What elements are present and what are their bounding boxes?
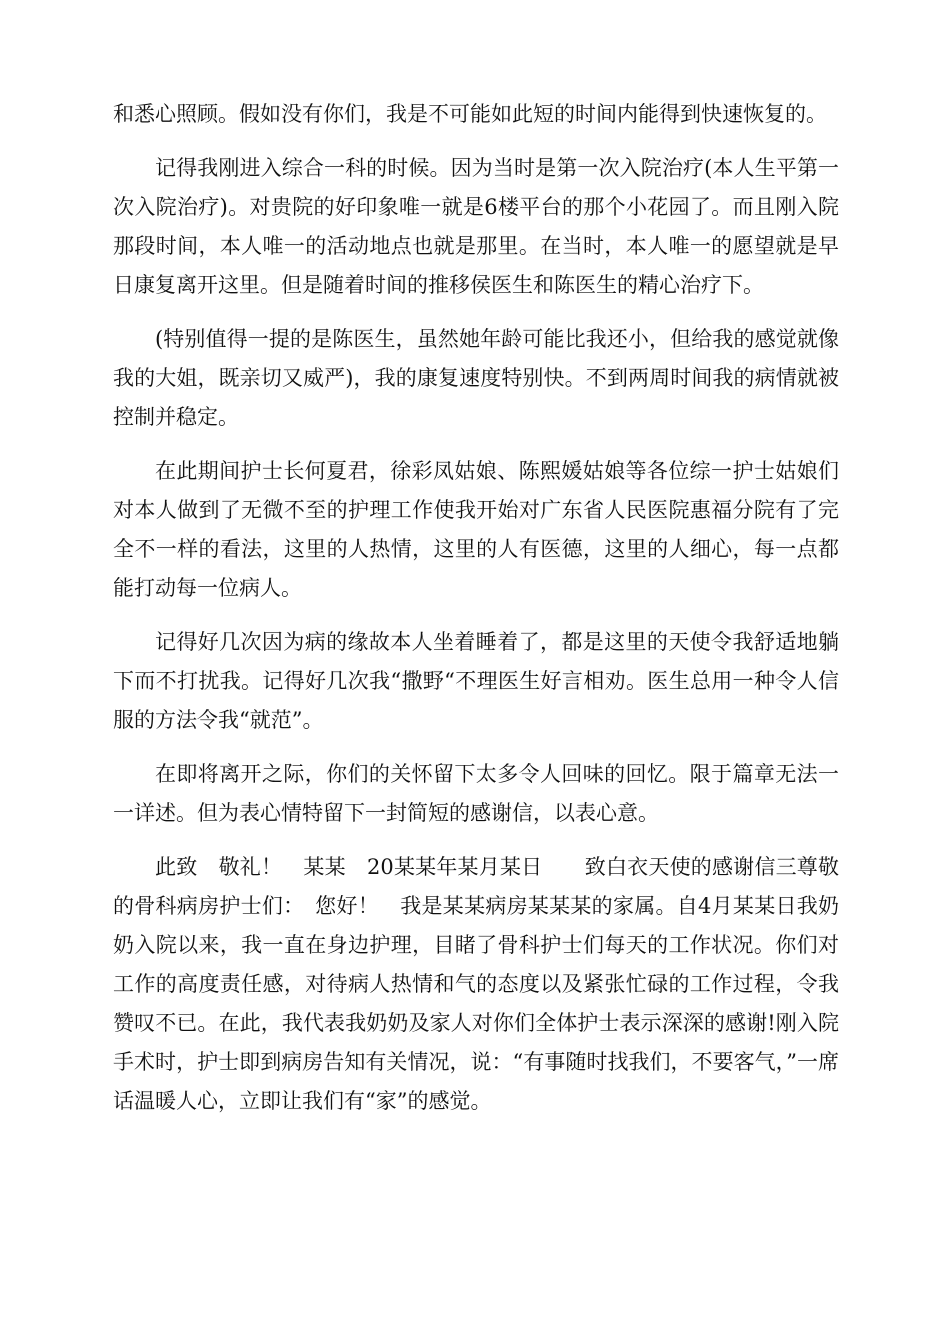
paragraph-4: 在此期间护士长何夏君，徐彩凤姑娘、陈熙媛姑娘等各位综一护士姑娘们对本人做到了无微不至的护理工作使我开始对广东省人民医院惠福分院有了完全不一样的看法，这里的人热情，这里的人有医德，这里的人细心，每一点都能打动每一位病人。 bbox=[113, 459, 839, 600]
paragraph-3: (特别值得一提的是陈医生，虽然她年龄可能比我还小，但给我的感觉就像我的大姐，既亲切又威严)，我的康复速度特别快。不到两周时间我的病情就被控制并稳定。 bbox=[113, 327, 839, 429]
paragraph-6: 在即将离开之际，你们的关怀留下太多令人回味的回忆。限于篇章无法一一详述。但为表心情特留下一封简短的感谢信，以表心意。 bbox=[113, 762, 839, 825]
paragraph-2: 记得我刚进入综合一科的时候。因为当时是第一次入院治疗(本人生平第一次入院治疗)。对贵院的好印象唯一就是6楼平台的那个小花园了。而且刚入院那段时间，本人唯一的活动地点也就是那里。在当时，本人唯一的愿望就是早日康复离开这里。但是随着时间的推移侯医生和陈医生的精心治疗下。 bbox=[113, 156, 839, 297]
paragraph-1: 和悉心照顾。假如没有你们，我是不可能如此短的时间内能得到快速恢复的。 bbox=[113, 102, 827, 126]
paragraph-7: 此致 敬礼！ 某某 20某某年某月某日 致白衣天使的感谢信三尊敬的骨科病房护士们： 您好！ 我是某某病房某某某的家属。自4月某某日我奶奶入院以来，我一直在身边护理，目睹了骨科护士们每天的工作状况。你们对工作的高度责任感，对待病人热情和气的态度以及紧张忙碌的工作过程，令我赞叹不已。在此，我代表我奶奶及家人对你们全体护士表示深深的感谢!刚入院手术时，护士即到病房告知有关情况，说：“有事随时找我们，不要客气，”一席话温暖人心，立即让我们有“家”的感觉。 bbox=[113, 855, 839, 1113]
paragraph-5: 记得好几次因为病的缘故本人坐着睡着了，都是这里的天使令我舒适地躺下而不打扰我。记得好几次我“撒野“不理医生好言相劝。医生总用一种令人信服的方法令我“就范”。 bbox=[113, 630, 839, 732]
letter-body bbox=[113, 95, 839, 1121]
